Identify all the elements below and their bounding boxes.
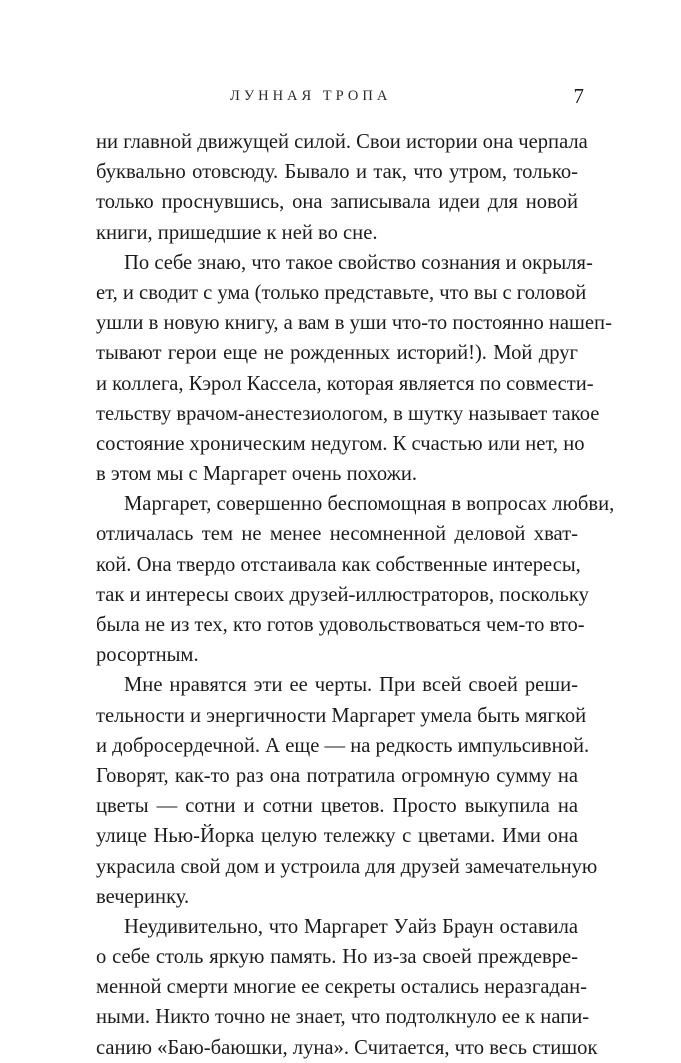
text-line: состояние хроническим недугом. К счастью или нет, но: [96, 432, 585, 455]
text-line: менной смерти многие ее секреты остались неразгадан-: [96, 976, 588, 999]
text-line: украсила свой дом и устроила для друзей замечательную: [96, 855, 598, 878]
text-line: санию «Баю-баюшки, луна». Считается, что весь стишок: [96, 1036, 598, 1059]
page-number: 7: [573, 84, 584, 108]
body-text: [96, 127, 615, 1063]
text-line: тельности и энергичности Маргарет умела быть мягкой: [96, 704, 587, 727]
text-line: буквально отовсюду. Бывало и так, что утром, только-: [96, 161, 578, 184]
text-line: Неудивительно, что Маргарет Уайз Браун оставила: [124, 915, 578, 938]
text-line: росортным.: [96, 644, 199, 667]
text-line: отличалась тем не менее несомненной деловой хват-: [96, 523, 578, 546]
text-line: книги, пришедшие к ней во сне.: [96, 221, 378, 244]
text-line: только проснувшись, она записывала идеи для новой: [96, 191, 578, 214]
text-line: ни главной движущей силой. Свои истории она черпала: [96, 131, 588, 153]
text-line: Мне нравятся эти ее черты. При всей своей реши-: [124, 674, 578, 697]
running-header: [96, 84, 584, 110]
text-line: кой. Она твердо отстаивала как собственные интересы,: [96, 553, 581, 576]
text-line: Маргарет, совершенно беспомощная в вопросах любви,: [124, 493, 615, 516]
text-line: ушли в новую книгу, а вам в уши что-то постоянно нашеп-: [96, 312, 612, 335]
text-line: и добросердечной. А еще — на редкость импульсивной.: [96, 734, 590, 757]
text-line: тельству врачом-анестезиологом, в шутку называет такое: [96, 402, 600, 425]
text-line: вечеринку.: [96, 885, 190, 908]
text-line: ет, и сводит с ума (только представьте, что вы с головой: [96, 281, 587, 304]
running-title: ЛУННАЯ ТРОПА: [230, 88, 392, 104]
text-line: цветы — сотни и сотни цветов. Просто выкупила на: [96, 795, 578, 818]
text-line: о себе столь яркую память. Но из-за своей преждевре-: [96, 946, 578, 969]
text-line: так и интересы своих друзей-иллюстраторов, поскольку: [96, 583, 589, 606]
text-line: была не из тех, кто готов удовольствоваться чем-то вто-: [96, 614, 585, 636]
text-line: По себе знаю, что такое свойство сознания и окрыля-: [124, 251, 593, 274]
text-line: улице Нью-Йорка целую тележку с цветами. Ими она: [96, 825, 578, 848]
text-line: и коллега, Кэрол Кассела, которая является по совмести-: [96, 372, 594, 395]
text-line: ными. Никто точно не знает, что подтолкнуло ее к напи-: [96, 1006, 590, 1029]
text-line: в этом мы с Маргарет очень похожи.: [96, 463, 418, 486]
text-line: Говорят, как-то раз она потратила огромную сумму на: [96, 764, 578, 787]
text-line: тывают герои еще не рожденных историй!). Мой друг: [96, 342, 578, 365]
